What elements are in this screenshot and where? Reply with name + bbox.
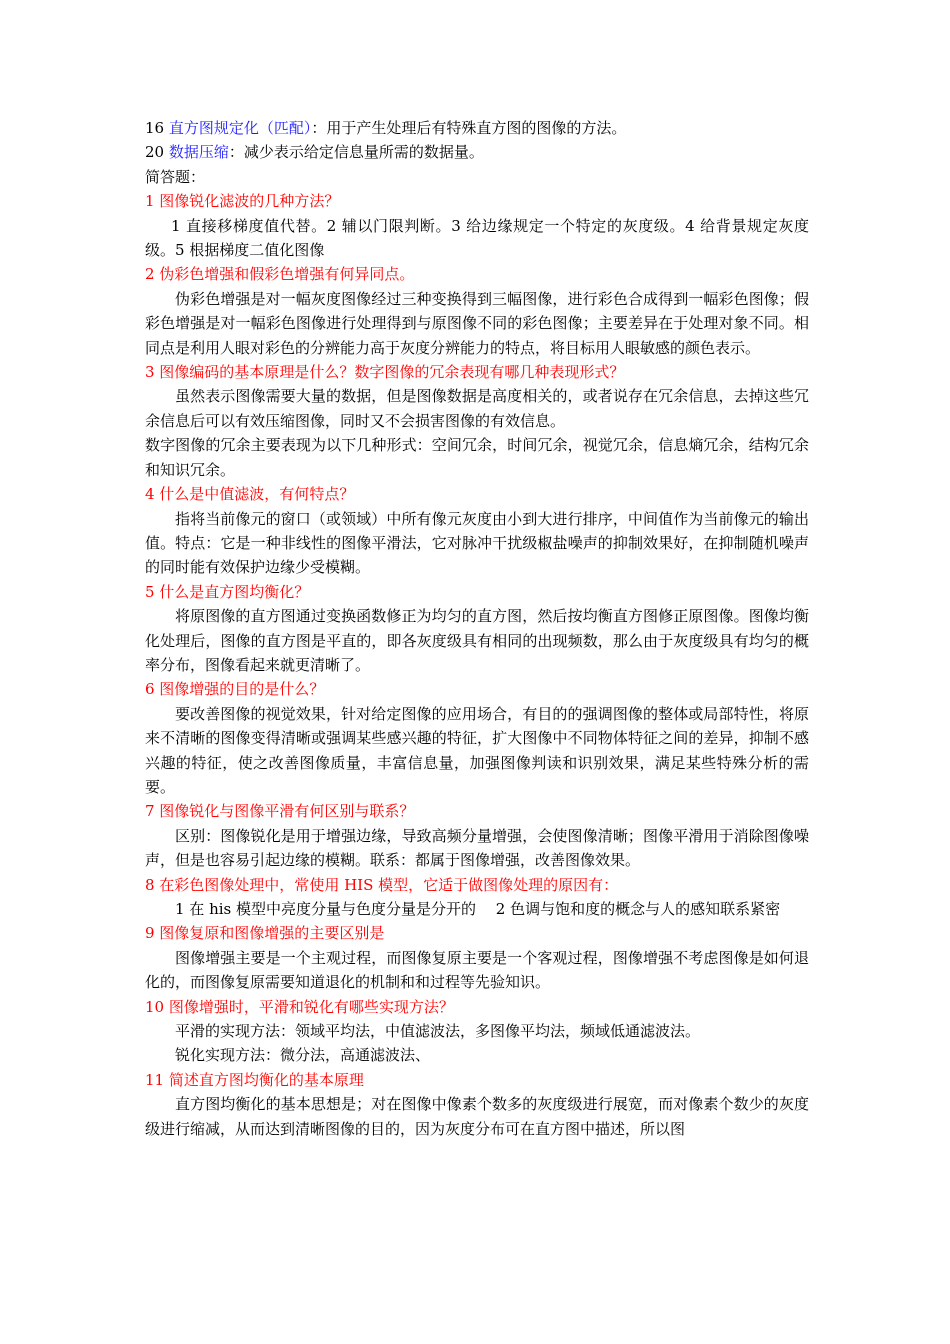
definition-number: 20: [145, 143, 169, 162]
definition-text: ：用于产生处理后有特殊直方图的图像的方法。: [311, 119, 627, 137]
definition-term: 数据压缩: [168, 143, 229, 162]
answer-10b: 锐化实现方法：微分法，高通滤波法、: [175, 1046, 431, 1065]
definition-16: [145, 116, 809, 140]
definition-term: 直方图规定化（匹配）: [168, 119, 312, 137]
answer-8: 1 在 his 模型中亮度分量与色度分量是分开的 2 色调与饱和度的概念与人的感知联系紧密: [175, 900, 781, 918]
document-page: [145, 116, 809, 1141]
question-2: 2 伪彩色增强和假彩色增强有何异同点。: [145, 265, 415, 284]
answer-5: 将原图像的直方图通过变换函数修正为均匀的直方图，然后按均衡直方图修正原图像。图像均衡化处理后，图像的直方图是平直的，即各灰度级具有相同的出现频数，那么由于灰度级具有均匀的概率分布，图像看起来就更清晰了。: [145, 607, 809, 674]
answer-4: 指将当前像元的窗口（或领域）中所有像元灰度由小到大进行排序，中间值作为当前像元的输出值。特点：它是一种非线性的图像平滑法，它对脉冲干扰级椒盐噪声的抑制效果好，在抑制随机噪声的同时能有效保护边缘少受模糊。: [145, 509, 809, 577]
question-4: 4 什么是中值滤波，有何特点？: [145, 485, 355, 504]
answer-7: 区别：图像锐化是用于增强边缘，导致高频分量增强，会使图像清晰；图像平滑用于消除图像噪声，但是也容易引起边缘的模糊。联系：都属于图像增强，改善图像效果。: [145, 826, 809, 870]
question-9: 9 图像复原和图像增强的主要区别是: [145, 924, 385, 943]
answer-1: 1 直接移梯度值代替。2 辅以门限判断。3 给边缘规定一个特定的灰度级。4 给背景规定灰度级。5 根据梯度二值化图像: [145, 216, 809, 260]
answer-2: 伪彩色增强是对一幅灰度图像经过三种变换得到三幅图像，进行彩色合成得到一幅彩色图像；假彩色增强是对一幅彩色图像进行处理得到与原图像不同的彩色图像；主要差异在于处理对象不同。相同点是利用人眼对彩色的分辨能力高于灰度分辨能力的特点，将目标用人眼敏感的颜色表示。: [145, 289, 809, 357]
question-8: 8 在彩色图像处理中，常使用 HIS 模型，它适于做图像处理的原因有：: [145, 875, 619, 894]
definition-text: ：减少表示给定信息量所需的数据量。: [228, 143, 484, 162]
answer-6: 要改善图像的视觉效果，针对给定图像的应用场合，有目的的强调图像的整体或局部特性，将原来不清晰的图像变得清晰或强调某些感兴趣的特征，扩大图像中不同物体特征之间的差异，抑制不感兴趣的特征，使之改善图像质量，丰富信息量，加强图像判读和识别效果，满足某些特殊分析的需要。: [145, 704, 809, 796]
answer-3-extra: 数字图像的冗余主要表现为以下几种形式：空间冗余，时间冗余，视觉冗余，信息熵冗余，结构冗余和知识冗余。: [145, 436, 809, 479]
section-label: 简答题：: [145, 167, 206, 186]
definition-number: 16: [145, 119, 169, 137]
answer-3: 虽然表示图像需要大量的数据，但是图像数据是高度相关的，或者说存在冗余信息，去掉这些冗余信息后可以有效压缩图像，同时又不会损害图像的有效信息。: [145, 387, 809, 430]
question-1: 1 图像锐化滤波的几种方法？: [145, 192, 340, 211]
answer-10a: 平滑的实现方法：领域平均法，中值滤波法，多图像平均法，频域低通滤波法。: [175, 1022, 701, 1041]
definition-20: [145, 140, 809, 164]
question-11: 11 简述直方图均衡化的基本原理: [145, 1070, 364, 1089]
answer-9: 图像增强主要是一个主观过程，而图像复原主要是一个客观过程，图像增强不考虑图像是如何退化的，而图像复原需要知道退化的机制和和过程等先验知识。: [145, 948, 809, 992]
question-7: 7 图像锐化与图像平滑有何区别与联系？: [145, 802, 415, 821]
question-6: 6 图像增强的目的是什么？: [145, 680, 325, 699]
question-5: 5 什么是直方图均衡化？: [145, 582, 310, 601]
question-10: 10 图像增强时，平滑和锐化有哪些实现方法？: [145, 997, 454, 1016]
question-3: 3 图像编码的基本原理是什么？数字图像的冗余表现有哪几种表现形式？: [145, 363, 625, 382]
answer-11: 直方图均衡化的基本思想是；对在图像中像素个数多的灰度级进行展宽，而对像素个数少的灰度级进行缩减，从而达到清晰图像的目的，因为灰度分布可在直方图中描述，所以图: [145, 1095, 809, 1138]
